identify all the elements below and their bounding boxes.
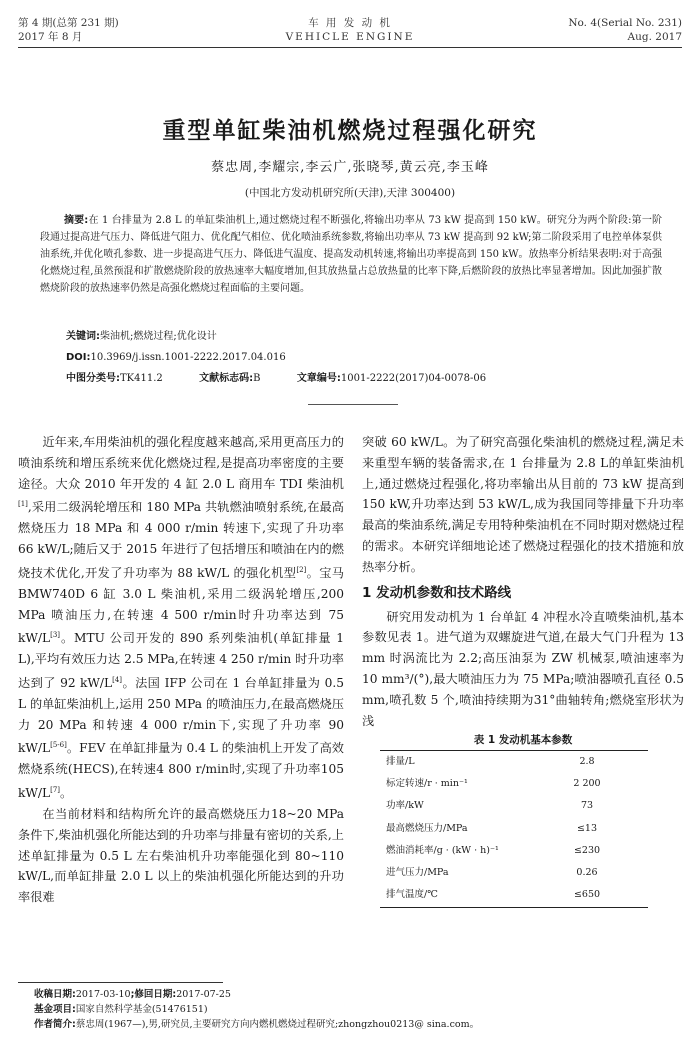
doi-text: 10.3969/j.issn.1001-2222.2017.04.016 [90, 352, 286, 363]
citation: [7] [50, 786, 61, 795]
clc-value: TK411.2 [120, 373, 163, 384]
table-row: 标定转速/r · min⁻¹ 2 200 [386, 778, 601, 790]
doi-label: DOI: [66, 352, 91, 363]
table-row: 排量/L 2.8 [380, 751, 648, 774]
table-row: 进气压力/MPa 0.26 [386, 866, 598, 878]
table-row: 燃油消耗率/g · (kW · h)⁻¹ ≤230 [386, 844, 601, 856]
abstract-separator [308, 404, 398, 405]
citation: [5-6] [50, 741, 67, 750]
paragraph: 在当前材料和结构所允许的最高燃烧压力18~20 MPa条件下,柴油机强化所能达到的升功率与排量有密切的关系,上述单缸排量为 0.5 L 左右柴油机升功率能强化到 80~110 kW/L,而单缸排量 2.0 L 以上的柴油机强化所能达到的升功率很难 [18, 806, 344, 905]
section-heading: 1 发动机参数和技术路线 [362, 584, 512, 601]
citation: [1] [18, 500, 28, 509]
engine-parameter-table [380, 750, 648, 907]
footnote-author: 作者简介:蔡忠周(1967—),男,研究员,主要研究方向内燃机燃烧过程研究;zhongzhou0213@ sina.com。 [34, 1019, 480, 1030]
paragraph: 突破 60 kW/L。为了研究高强化柴油机的燃烧过程,满足未来重型车辆的装备需求,在 1 台排量为 2.8 L的单缸柴油机上,通过燃烧过程强化,将功率输出从目前的 73 kW 提高到 150 kW,升功率达到 53 kW/L,成为我国同等排量下升功率最高的柴油系统,满足专用特种柴油机在不同时期对燃烧过程的需求。本研究详细地论述了燃烧过程强化的技术措施和放热率分析。 [362, 435, 684, 574]
paragraph: 研究用发动机为 1 台单缸 4 冲程水冷直喷柴油机,基本参数见表 1。进气道为双螺旋进气道,在最大气门升程为 13 mm 时涡流比为 2.2;高压油泵为 ZW 机械泵,喷油速率为 10 mm³/(°),最大喷油压力为 75 MPa;喷油器喷孔直径 0.5 mm,喷孔数 5 个,喷油持续期为31°曲轴转角;燃烧室形状为浅 [362, 609, 684, 728]
keywords-label: 关键词: [66, 331, 100, 342]
footnote-dates: 收稿日期:2017-03-10;修回日期:2017-07-25 [34, 989, 231, 1000]
keywords [66, 330, 217, 344]
footnote-fund: 基金项目:国家自然科学基金(51476151) [34, 1004, 208, 1015]
classification [66, 372, 486, 386]
header-serial: No. 4(Serial No. 231) Aug. 2017 [568, 17, 682, 43]
page-title: 重型单缸柴油机燃烧过程强化研究 [162, 118, 538, 144]
body-right-column [362, 432, 684, 908]
table-row: 排气温度/℃ ≤650 [380, 884, 648, 907]
table-caption: 表 1 发动机基本参数 [473, 734, 573, 747]
affiliation: (中国北方发动机研究所(天津),天津 300400) [244, 187, 456, 199]
abstract-label: 摘要: [64, 215, 89, 226]
keywords-text: 柴油机;燃烧过程;优化设计 [100, 331, 217, 342]
table-row: 最高燃烧压力/MPa ≤13 [386, 822, 598, 834]
doi [66, 351, 286, 365]
doc-code-label: 文献标志码: [199, 373, 254, 384]
clc-label: 中图分类号: [66, 373, 120, 384]
article-no-label: 文章编号: [296, 373, 341, 384]
article-no-value: 1001-2222(2017)04-0078-06 [340, 373, 487, 384]
citation: [2] [296, 565, 307, 574]
header-rule [18, 47, 682, 48]
table-row: 功率/kW 73 [386, 800, 594, 812]
citation: [4] [112, 675, 123, 684]
author-list: 蔡忠周,李耀宗,李云广,张晓琴,黄云亮,李玉峰 [211, 160, 489, 175]
footnote-rule [18, 982, 223, 983]
abstract [40, 212, 662, 297]
header-journal: 车 用 发 动 机 VEHICLE ENGINE [285, 17, 415, 43]
abstract-text: 在 1 台排量为 2.8 L 的单缸柴油机上,通过燃烧过程不断强化,将输出功率从 73 kW 提高到 150 kW。研究分为两个阶段:第一阶段通过提高进气压力、降低进气阻力、优化配气相位、优化喷油系统参数,将输出功率从 73 kW 提高到 92 kW;第二阶段采用了电控单体泵供油系统,并优化喷孔参数、进一步提高进气压力、降低进气温度、提高发动机转速,将输出功率提高到 150 kW。放热率分析结果表明:对于高强化燃烧过程,虽然预混和扩散燃烧阶段的放热速率大幅度增加,但其放热量占总放热量的比率下降,后燃阶段的放热比率显著增加。因此加强扩散燃烧阶段的放热速率仍然是高强化燃烧过程面临的主要问题。 [40, 215, 662, 294]
header-issue: 第 4 期(总第 231 期) 2017 年 8 月 [18, 17, 119, 43]
paragraph: 近年来,车用柴油机的强化程度越来越高,采用更高压力的喷油系统和增压系统来优化燃烧过程,是提高功率密度的主要途径。大众 2010 年开发的 4 缸 2.0 L 商用车 TDI 柴油机[1],采用二级涡轮增压和 180 MPa 共轨燃油喷射系统,在最高燃烧压力 18 MPa 和 4 000 r/min 转速下,实现了升功率 66 kW/L;随后又于 2015 年进行了包括增压和喷油在内的燃烧技术优化,开发了升功率为 88 kW/L 的强化机型[2]。宝马 BMW740D 6 缸 3.0 L 柴油机,采用二级涡轮增压,200 MPa 喷油压力,在转速 4 500 r/min时升功率达到 75 kW/L[3]。MTU 公司开发的 890 系列柴油机(单缸排量 1 L),平均有效压力达 2.5 MPa,在转速 4 250 r/min 时升功率达到了 92 kW/L[4]。法国 IFP 公司在 1 台单缸排量为 0.5 L 的单缸柴油机上,运用 250 MPa 的喷油压力,在最高燃烧压力 20 MPa 和转速 4 000 r/min下,实现了升功率 90 kW/L[5-6]。FEV 在单缸排量为 0.4 L 的柴油机上开发了高效燃烧系统(HECS),在转速4 800 r/min时,实现了升功率105 kW/L[7]。 [18, 435, 344, 801]
citation: [3] [50, 631, 61, 640]
body-left-column [18, 432, 344, 908]
doc-code-value: B [253, 373, 261, 384]
